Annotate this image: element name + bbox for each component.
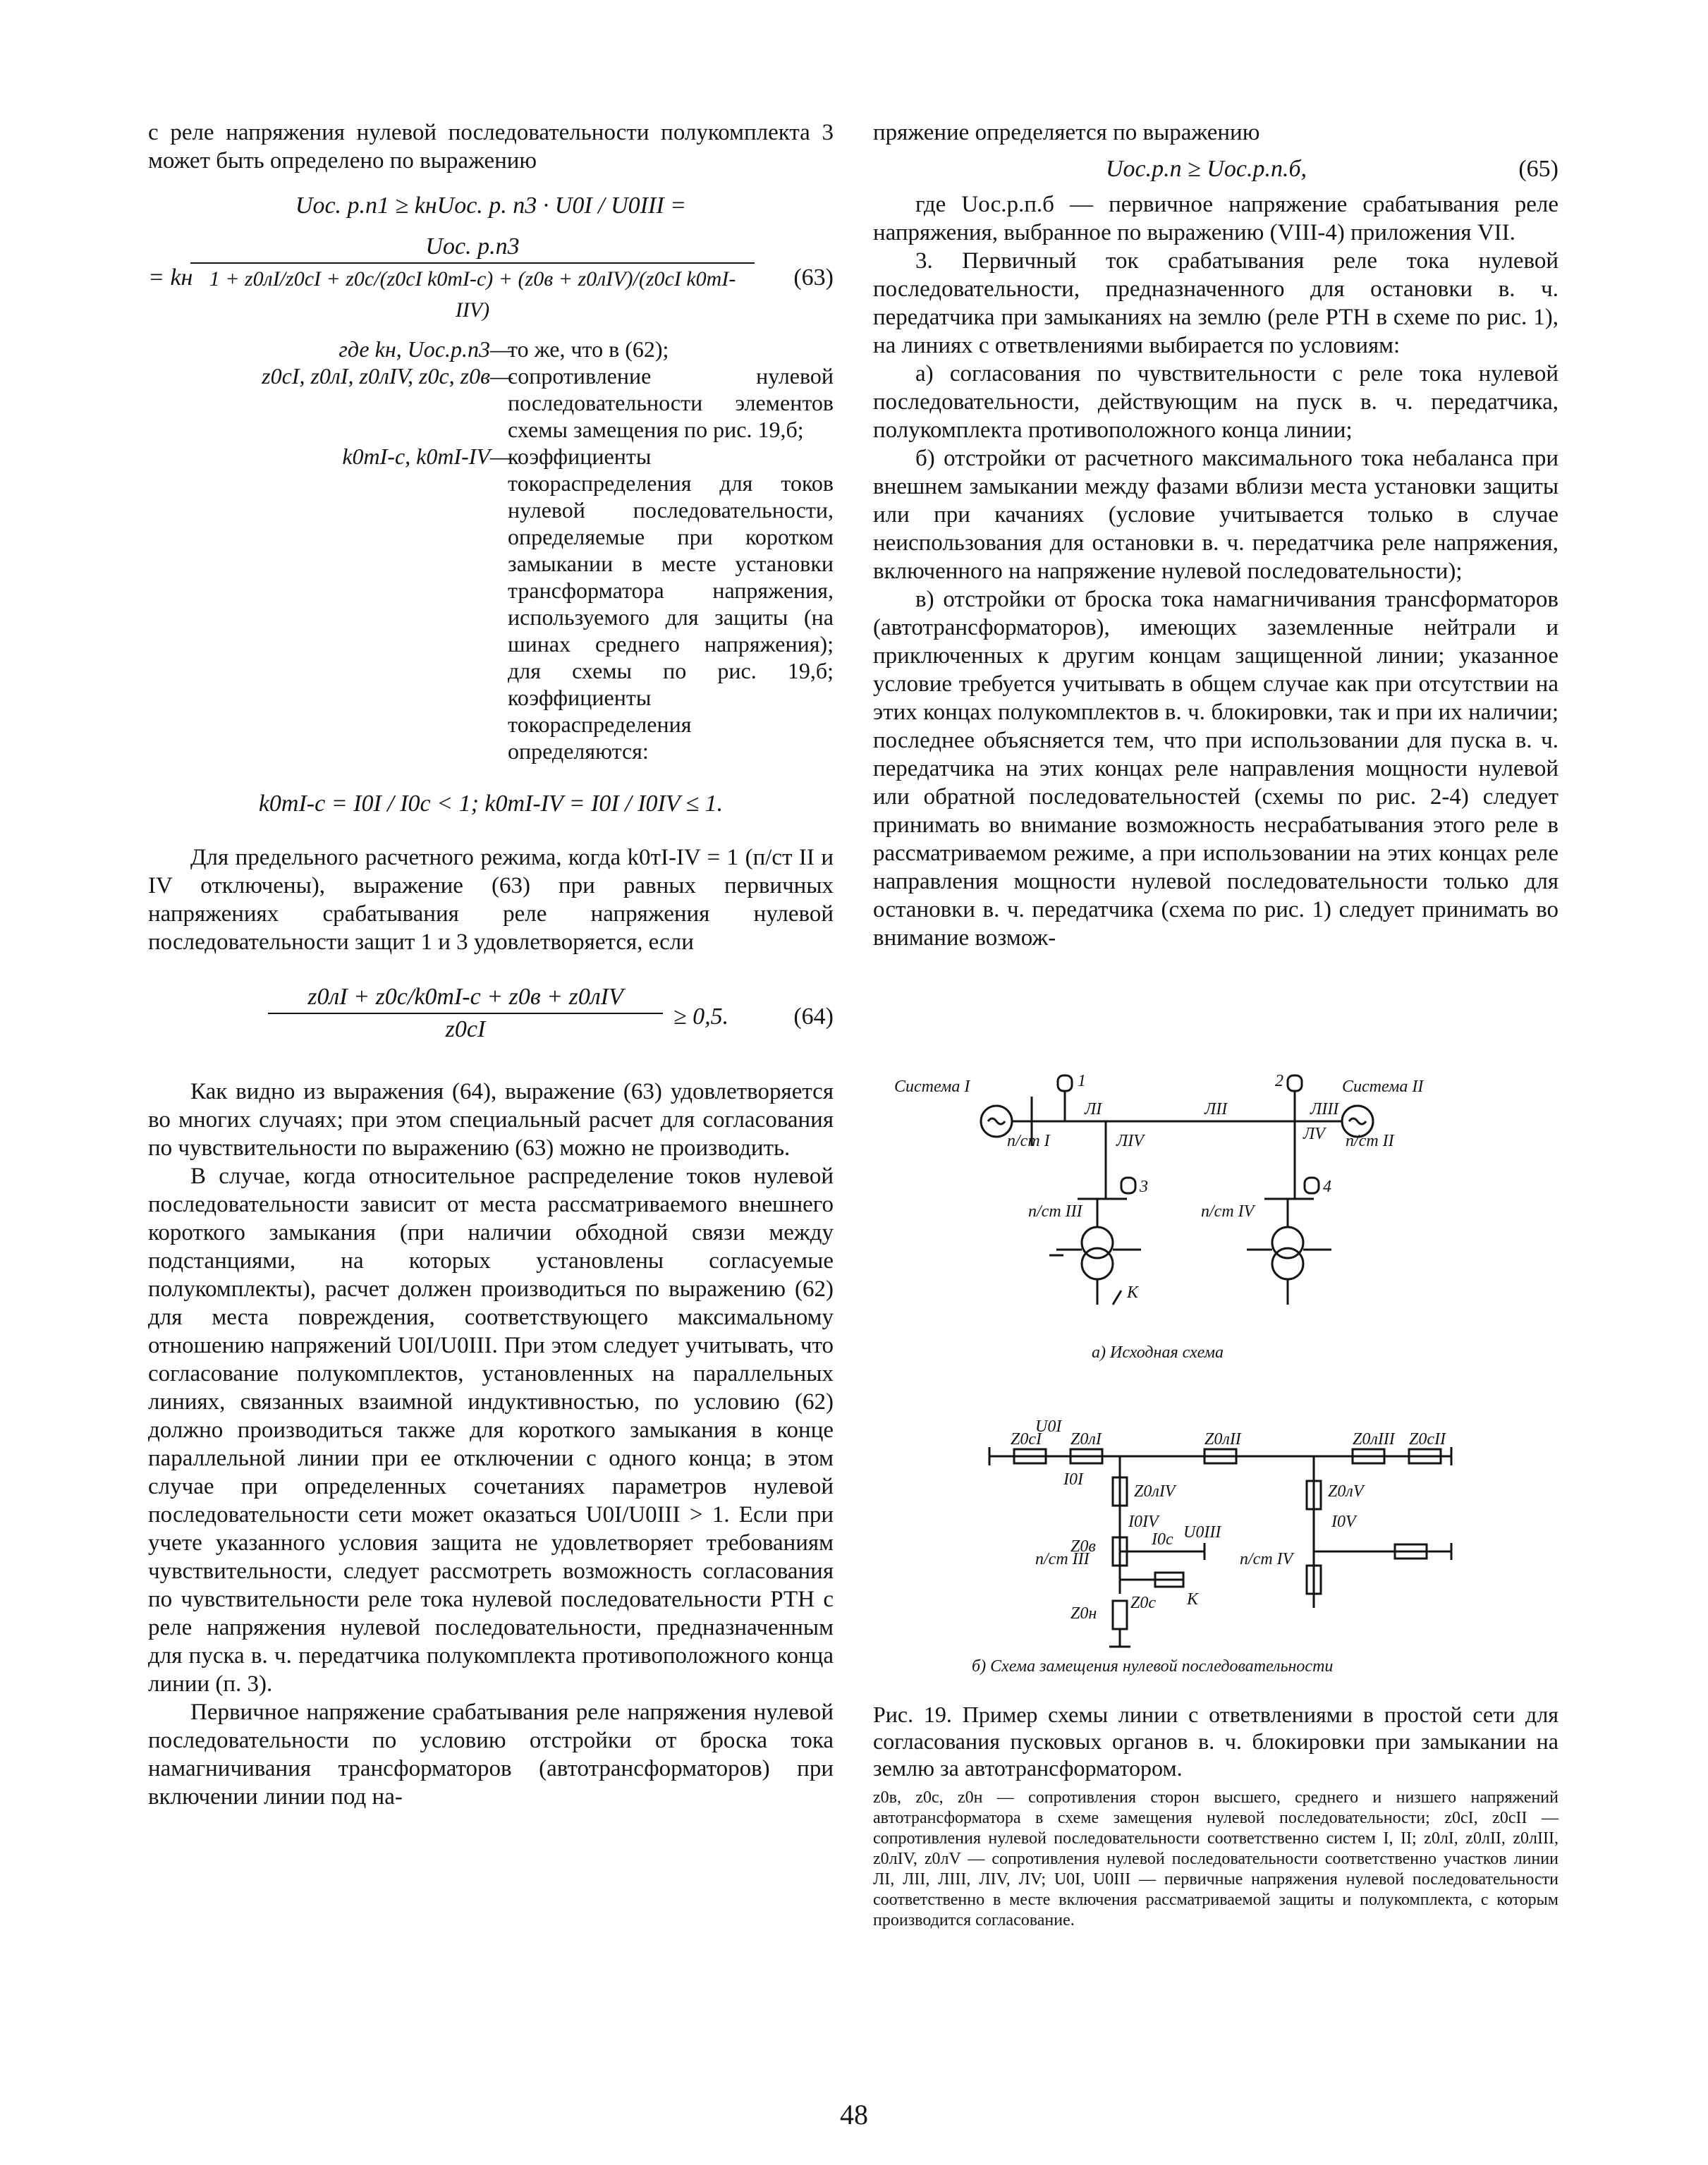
label-line-1: ЛI [1085, 1100, 1102, 1118]
label-relay-4: 4 [1323, 1178, 1331, 1196]
left-column [148, 118, 834, 1811]
figure-legend: z0в, z0с, z0н — сопротивления сторон высшего, среднего и низшего напряжений автотрансформатора в схеме замещения нулевой последовательности; z0cI, z0cII — сопротивления нулевой последовательности соответственно систем I, II; z0лI, z0лII, z0лIII, z0лIV, z0лV — сопротивления нулевой последовательности соответственно участков линии ЛI, ЛII, ЛIII, ЛIV, ЛV; U0I, U0III — первичные напряжения нулевой последовательности соответственно в месте включения рассматриваемой защиты и полукомплекта, с которым производится согласование. [873, 1788, 1558, 1929]
label-z0lv: Z0лV [1328, 1482, 1364, 1501]
fraction-numerator: z0лI + z0c/k0тI-c + z0в + z0лIV [268, 982, 663, 1014]
equation-number: (63) [793, 264, 834, 291]
definition-text: коэффициенты токораспределения для токов нулевой последовательности, определяемые при коротком замыкании в месте установки трансформатора напряжения, используемого для защиты (на шинах среднего напряжения); для схемы по рис. 19,б; коэффициенты токораспределения определяются: [508, 444, 834, 764]
paragraph: Как видно из выражения (64), выражение (63) удовлетворяется во многих случаях; при этом специальный расчет для согласования по чувствительности по выражению (63) можно не производить. [148, 1079, 834, 1161]
equation-64 [148, 982, 834, 1052]
equation-k [148, 788, 834, 819]
generator-2-symbol [1349, 1118, 1366, 1124]
figure-caption: Рис. 19. Пример схемы линии с ответвлениями в простой сети для согласования пусковых органов в. ч. блокировки при замыкании на землю за автотрансформатором. [873, 1702, 1558, 1781]
list-item-b: б) отстройки от расчетного максимального тока небаланса при внешнем замыкании между фазами вблизи места установки защиты или при качаниях (условие учитывается только в случае неиспользования для остановки в. ч. передатчика реле напряжения, включенного на напряжение нулевой последовательности); [873, 446, 1558, 584]
caption-b: б) Схема замещения нулевой последовательности [972, 1657, 1334, 1676]
relay-2-icon [1288, 1075, 1302, 1091]
equation-rhs: ≥ 0,5. [673, 1004, 729, 1030]
paragraph: Первичное напряжение срабатывания реле напряжения нулевой последовательности по условию отстройки от броска тока намагничивания трансформаторов (автотрансформаторов) при включении линии под на- [148, 1700, 834, 1810]
equation-number: (65) [1518, 156, 1558, 182]
page-number: 48 [840, 2099, 868, 2130]
label-z0liv: Z0лIV [1134, 1482, 1176, 1501]
definition-symbol: k0тI-c, k0тI-IV [342, 444, 490, 469]
label-i0i: I0I [1063, 1470, 1083, 1489]
label-z0cii: Z0cII [1409, 1430, 1446, 1449]
generator-1-symbol [988, 1118, 1005, 1124]
fault-k-icon [1113, 1291, 1121, 1305]
label-relay-1: 1 [1078, 1072, 1086, 1090]
definitions-list [148, 336, 834, 764]
label-relay-2: 2 [1275, 1072, 1283, 1090]
label-z0lii: Z0лII [1204, 1430, 1241, 1449]
label-system-2: Система II [1342, 1078, 1424, 1096]
paragraph: Для предельного расчетного режима, когда k0тI-IV = 1 (п/ст II и IV отключены), выражение (63) при равных первичных напряжениях срабатывания реле напряжения нулевой последовательности защит 1 и 3 удовлетворяется, если [148, 845, 834, 955]
equation-text: k0тI-c = I0I / I0c < 1; k0тI-IV = I0I / I0IV ≤ 1. [258, 791, 724, 817]
definition-row [148, 336, 834, 362]
equation-63 [148, 231, 834, 323]
right-column [873, 118, 1558, 952]
label-i0c: I0c [1152, 1530, 1173, 1549]
label-eq-substation-3: п/ст III [1035, 1550, 1090, 1568]
paragraph: где Uос.р.п.б — первичное напряжение срабатывания реле напряжения, выбранное по выражению (VIII-4) приложения VII. [873, 192, 1558, 245]
dash: — [490, 336, 513, 362]
equation-63-line1 [148, 190, 834, 221]
equation-fraction [268, 982, 663, 1045]
equation-number: (64) [793, 1004, 834, 1030]
label-line-4: ЛIV [1116, 1132, 1144, 1150]
equation-text: Uос.р.п ≥ Uос.р.п.б, [1106, 156, 1307, 182]
label-line-5: ЛV [1303, 1125, 1325, 1143]
label-system-1: Система I [894, 1078, 970, 1096]
paragraph: 3. Первичный ток срабатывания реле тока нулевой последовательности, предназначенного для остановки в. ч. передатчика при замыканиях на землю (реле РТН в схеме по рис. 1), на линиях с ответвлениями выбирается по условиям: [873, 248, 1558, 358]
definition-row [148, 443, 834, 764]
definition-symbol: где kн, Uос.р.п3 [338, 336, 490, 362]
figure-19-diagram [873, 1058, 1558, 1678]
label-z0n: Z0н [1070, 1604, 1097, 1623]
dash: — [490, 444, 513, 469]
label-fault-k: K [1127, 1283, 1139, 1302]
label-substation-2: п/ст II [1346, 1132, 1394, 1150]
label-eq-fault-k: K [1187, 1590, 1199, 1609]
label-eq-substation-4: п/ст IV [1240, 1550, 1293, 1568]
definition-text: сопротивление нулевой последовательности элементов схемы замещения по рис. 19,б; [508, 363, 834, 442]
label-z0liii: Z0лIII [1353, 1430, 1395, 1449]
label-i0v: I0V [1331, 1513, 1356, 1531]
label-relay-3: 3 [1140, 1178, 1148, 1196]
label-z0ci: Z0cI [1011, 1430, 1042, 1449]
label-z0b: Z0в [1070, 1537, 1096, 1556]
list-item-a: а) согласования по чувствительности с реле тока нулевой последовательности, действующим на пуск в. ч. передатчика, полукомплекта противоположного конца линии; [873, 361, 1558, 443]
label-line-3: ЛIII [1310, 1100, 1339, 1118]
label-substation-4: п/ст IV [1201, 1202, 1255, 1221]
paragraph: В случае, когда относительное распределение токов нулевой последовательности зависит от места рассматриваемого внешнего короткого замыкания (при наличии обходной связи между подстанциями, на которых установлены согласуемые полукомплекты), расчет должен производиться по выражению (62) для места повреждения, соответствующего максимальному отношению напряжений U0I/U0III. При этом следует учитывать, что согласование полукомплектов, установленных на параллельных линиях, связанных взаимной индуктивностью, по условию (62) должно производиться также для короткого замыкания в конце параллельной линии при ее отключении с одного конца; в этом случае при определенных сочетаниях параметров нулевой последовательности сети может оказаться U0I/U0III > 1. Если при учете указанного условия защита не удовлетворяет требованиям чувствительности, следует рассмотреть возможность согласования по чувствительности реле тока нулевой последовательности РТН с реле напряжения нулевой последовательности, предназначенным для пуска в. ч. передатчика полукомплекта противоположного конца линии (п. 3). [148, 1164, 834, 1697]
label-z0li: Z0лI [1070, 1430, 1102, 1449]
label-substation-3: п/ст III [1028, 1202, 1082, 1221]
definition-row [148, 362, 834, 443]
relay-1-icon [1058, 1075, 1072, 1091]
label-z0c: Z0c [1130, 1594, 1156, 1612]
label-u0i: U0I [1035, 1417, 1062, 1436]
fraction-denominator: z0cI [445, 1016, 486, 1042]
fraction-denominator: 1 + z0лI/z0cI + z0c/(z0cI k0тI-c) + (z0в + z0лIV)/(z0cI k0тI-IIV) [209, 267, 736, 322]
definition-symbol: z0cI, z0лI, z0лIV, z0c, z0в [262, 363, 490, 389]
equation-text: Uос. р.п1 ≥ kнUос. р. п3 · U0I / U0III = [295, 193, 687, 219]
equation-fraction [190, 231, 755, 326]
equation-prefix: = kн [148, 264, 193, 291]
definition-text: то же, что в (62); [508, 336, 669, 362]
paragraph: пряжение определяется по выражению [873, 120, 1260, 145]
label-i0iv: I0IV [1128, 1513, 1159, 1531]
label-line-2: ЛII [1204, 1100, 1228, 1118]
fraction-numerator: Uос. р.п3 [190, 231, 755, 264]
label-u0iii: U0III [1183, 1523, 1221, 1542]
caption-a: а) Исходная схема [1092, 1343, 1224, 1362]
list-item-c: в) отстройки от броска тока намагничивания трансформаторов (автотрансформаторов), имеющих заземленные нейтрали и приключенных к другим концам защищенной линии; указанное условие требуется учитывать в общем случае как при отсутствии на этих концах полукомплектов в. ч. блокировки, так и при их наличии; последнее объясняется тем, что при использовании для пуска в. ч. передатчика на этих концах реле направления мощности нулевой или обратной последовательностей (схемы по рис. 2-4) следует принимать во внимание возможность несрабатывания этого реле в рассматриваемом режиме, а при использовании на этих концах реле направления мощности нулевой последовательности только для остановки в. ч. передатчика (схема по рис. 1) следует принимать во внимание возмож- [873, 587, 1558, 951]
equation-65 [873, 154, 1558, 185]
relay-3-icon [1121, 1178, 1135, 1193]
impedance-z0n [1113, 1601, 1127, 1629]
label-substation-1: п/ст I [1007, 1132, 1050, 1150]
relay-4-icon [1305, 1178, 1319, 1193]
dash: — [490, 363, 513, 389]
paragraph: с реле напряжения нулевой последовательности полукомплекта 3 может быть определено по выражению [148, 120, 834, 173]
